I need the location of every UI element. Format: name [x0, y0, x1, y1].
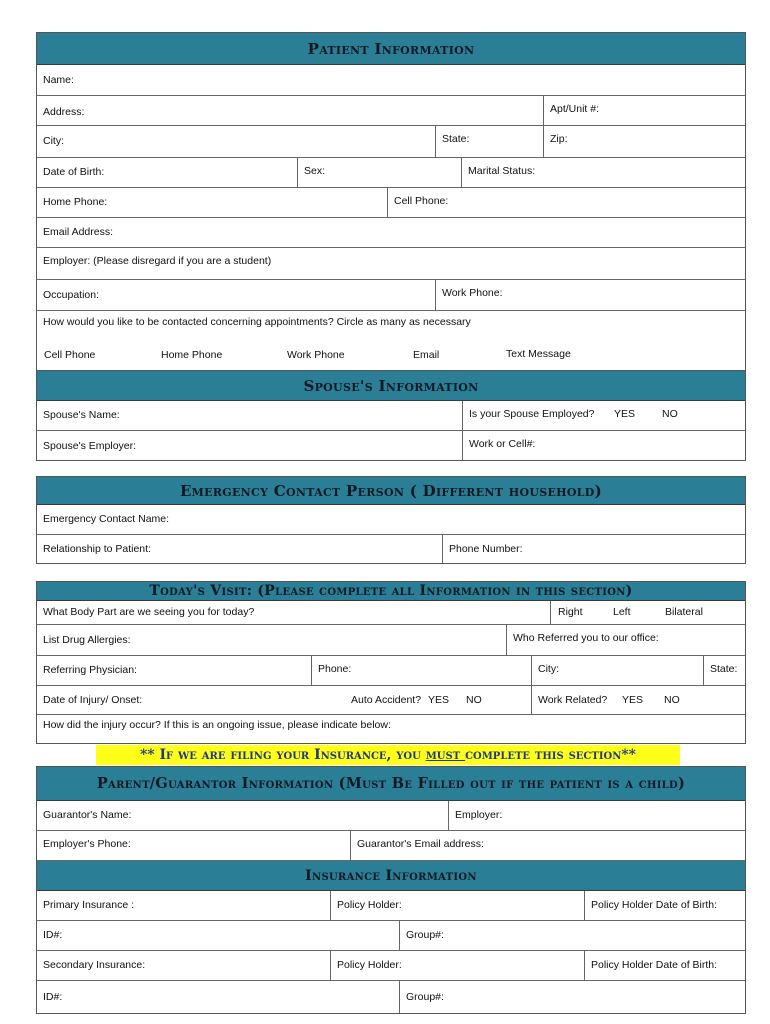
banner-text-must: must — [425, 747, 466, 763]
auto-accident-yes[interactable]: YES — [428, 694, 450, 706]
auto-accident-label: Auto Accident? — [351, 694, 422, 706]
row-contact-preference — [37, 311, 745, 372]
guarantor-name-field[interactable]: Guarantor's Name: — [43, 809, 132, 822]
secondary-holder-dob-field[interactable]: Policy Holder Date of Birth: — [584, 951, 745, 980]
physician-city-field[interactable]: City: — [531, 656, 703, 685]
row-injury-description — [37, 715, 745, 744]
row-employer — [37, 248, 745, 280]
drug-allergies-field[interactable]: List Drug Allergies: — [43, 633, 131, 646]
row-dob — [37, 158, 745, 188]
side-left[interactable]: Left — [613, 606, 631, 618]
spouse-name-field[interactable]: Spouse's Name: — [43, 409, 120, 422]
insurance-information-header: Insurance Information — [37, 861, 745, 891]
spouse-work-cell-field[interactable]: Work or Cell#: — [462, 431, 745, 461]
row-name — [37, 65, 745, 96]
referring-physician-field[interactable]: Referring Physician: — [43, 664, 137, 677]
patient-information-section — [36, 32, 746, 373]
work-related-yes[interactable]: YES — [622, 694, 644, 706]
spouse-employed-field: Is your Spouse Employed? — [462, 401, 745, 430]
zip-field[interactable]: Zip: — [543, 126, 745, 157]
banner-text-end: complete this section** — [465, 747, 636, 763]
physician-state-field[interactable]: State: — [703, 656, 745, 685]
emergency-contact-section — [36, 476, 746, 564]
row-emergency-name — [37, 505, 745, 535]
row-allergies — [37, 625, 745, 656]
row-spouse-employer — [37, 431, 745, 461]
banner-text-start: ** If we are filing your Insurance, you — [139, 747, 426, 763]
row-primary-insurance — [37, 891, 745, 921]
todays-visit-section — [36, 581, 746, 744]
physician-phone-field[interactable]: Phone: — [311, 656, 531, 685]
row-physician — [37, 656, 745, 686]
contact-option-text-message[interactable]: Text Message — [506, 348, 571, 360]
secondary-id-field[interactable]: ID#: — [43, 990, 63, 1003]
injury-date-field[interactable]: Date of Injury/ Onset: — [43, 693, 143, 706]
insurance-notice-banner — [96, 745, 680, 765]
primary-holder-dob-field[interactable]: Policy Holder Date of Birth: — [584, 891, 745, 920]
row-address — [37, 96, 745, 126]
occupation-field[interactable]: Occupation: — [43, 288, 100, 301]
injury-description-field[interactable]: How did the injury occur? If this is an ongoing issue, please indicate below: — [43, 719, 391, 731]
spouse-information-header: Spouse's Information — [37, 371, 745, 401]
employer-field[interactable]: Employer: (Please disregard if you are a student) — [43, 255, 272, 267]
contact-question: How would you like to be contacted concerning appointments? Circle as many as necessary — [43, 316, 471, 328]
secondary-insurance-field[interactable]: Secondary Insurance: — [43, 959, 146, 972]
guarantor-employer-field[interactable]: Employer: — [448, 801, 745, 830]
home-phone-field[interactable]: Home Phone: — [43, 196, 108, 209]
todays-visit-header: Today's Visit: (Please complete all Information in this section) — [37, 582, 745, 601]
guarantor-insurance-section — [36, 766, 746, 1014]
contact-option-cell-phone[interactable]: Cell Phone — [44, 349, 96, 361]
row-primary-id — [37, 921, 745, 951]
emergency-contact-name-field[interactable]: Emergency Contact Name: — [43, 513, 170, 526]
row-occupation — [37, 280, 745, 311]
sex-field[interactable]: Sex: — [297, 158, 461, 187]
contact-option-home-phone[interactable]: Home Phone — [161, 349, 223, 361]
row-secondary-id — [37, 981, 745, 1013]
guarantor-header: Parent/Guarantor Information (Must Be Filled out if the patient is a child) — [37, 767, 745, 801]
primary-insurance-field[interactable]: Primary Insurance : — [43, 899, 135, 912]
secondary-group-field[interactable]: Group#: — [399, 981, 745, 1013]
contact-option-work-phone[interactable]: Work Phone — [287, 349, 345, 361]
row-phones — [37, 188, 745, 218]
spouse-information-section — [36, 370, 746, 461]
apt-unit-field[interactable]: Apt/Unit #: — [543, 96, 745, 125]
address-field[interactable]: Address: — [43, 106, 85, 119]
spouse-employer-field[interactable]: Spouse's Employer: — [43, 439, 137, 452]
row-secondary-insurance — [37, 951, 745, 981]
row-guarantor-name — [37, 801, 745, 831]
side-right[interactable]: Right — [558, 606, 583, 618]
work-related-label: Work Related? — [538, 694, 608, 706]
row-city — [37, 126, 745, 158]
spouse-employed-yes[interactable]: YES — [614, 408, 636, 420]
relationship-field[interactable]: Relationship to Patient: — [43, 543, 151, 556]
emergency-phone-field[interactable]: Phone Number: — [442, 535, 745, 564]
name-field[interactable]: Name: — [43, 73, 74, 86]
contact-option-email[interactable]: Email — [413, 349, 440, 361]
email-field[interactable]: Email Address: — [43, 226, 114, 239]
marital-status-field[interactable]: Marital Status: — [461, 158, 745, 187]
primary-id-field[interactable]: ID#: — [43, 929, 63, 942]
row-spouse-name — [37, 401, 745, 431]
employer-phone-field[interactable]: Employer's Phone: — [43, 838, 131, 850]
cell-phone-field[interactable]: Cell Phone: — [387, 188, 745, 217]
work-related-no[interactable]: NO — [664, 694, 680, 706]
row-email — [37, 218, 745, 248]
patient-information-header: Patient Information — [37, 33, 745, 65]
row-emergency-relationship — [37, 535, 745, 564]
row-injury-date — [37, 686, 745, 715]
auto-accident-no[interactable]: NO — [466, 694, 482, 706]
primary-group-field[interactable]: Group#: — [399, 921, 745, 950]
row-body-part — [37, 601, 745, 625]
state-field[interactable]: State: — [435, 126, 543, 157]
referred-by-field[interactable]: Who Referred you to our office: — [506, 625, 745, 655]
body-part-field[interactable]: What Body Part are we seeing you for today? — [43, 606, 255, 619]
dob-field[interactable]: Date of Birth: — [43, 166, 105, 179]
primary-policy-holder-field[interactable]: Policy Holder: — [330, 891, 584, 920]
side-bilateral[interactable]: Bilateral — [665, 606, 703, 618]
city-field[interactable]: City: — [43, 135, 64, 148]
emergency-contact-header: Emergency Contact Person ( Different household) — [37, 477, 745, 505]
row-guarantor-phone — [37, 831, 745, 861]
guarantor-email-field[interactable]: Guarantor's Email address: — [350, 831, 745, 860]
work-phone-field[interactable]: Work Phone: — [435, 280, 745, 310]
spouse-employed-no[interactable]: NO — [662, 408, 678, 420]
secondary-policy-holder-field[interactable]: Policy Holder: — [330, 951, 584, 980]
